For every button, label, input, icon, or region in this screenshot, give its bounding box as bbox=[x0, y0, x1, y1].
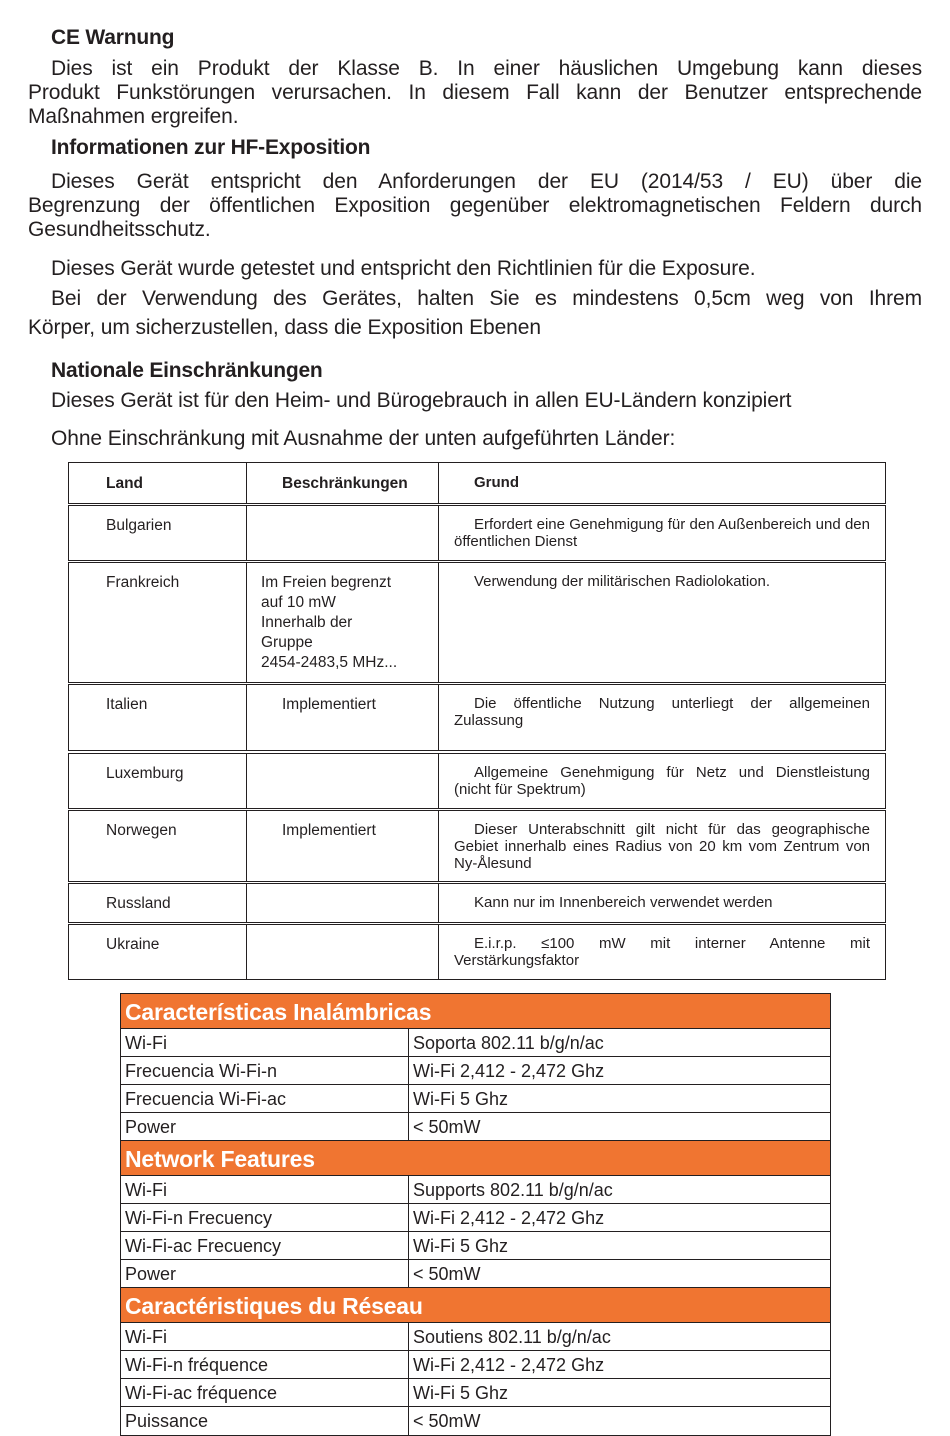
reason-cell bbox=[438, 811, 886, 881]
restriction-line: Im Freien begrenzt bbox=[261, 574, 392, 591]
land-cell: Norwegen bbox=[68, 811, 246, 881]
spec-row bbox=[121, 1323, 830, 1351]
spec-row bbox=[121, 1029, 830, 1057]
land-cell: Frankreich bbox=[68, 563, 246, 682]
spec-section-title: Network Features bbox=[121, 1141, 830, 1176]
reason-cell bbox=[438, 925, 886, 979]
hf-line-1: Dieses Gerät entspricht den Anforderungen der EU (2014/53 / EU) über die bbox=[51, 170, 922, 193]
hf-tested-text: Dieses Gerät wurde getestet und entspricht den Richtlinien für die Exposure. bbox=[51, 257, 756, 280]
header-reason: Grund bbox=[438, 463, 886, 503]
table-row bbox=[68, 753, 886, 809]
land-cell: Russland bbox=[68, 884, 246, 922]
spec-key: Power bbox=[121, 1260, 409, 1287]
hf-exposure-heading: Informationen zur HF-Exposition bbox=[51, 136, 371, 159]
table-row bbox=[68, 883, 886, 923]
spec-value: Wi-Fi 2,412 - 2,472 Ghz bbox=[413, 1061, 605, 1081]
table-row bbox=[68, 684, 886, 751]
reason-text: Verwendung der militärischen Radiolokation. bbox=[474, 573, 771, 590]
restriction-line: auf 10 mW bbox=[261, 594, 336, 611]
spec-key: Frecuencia Wi-Fi-ac bbox=[121, 1085, 409, 1112]
table-row bbox=[68, 924, 886, 980]
national-line-2: Ohne Einschränkung mit Ausnahme der unten aufgeführten Länder: bbox=[51, 427, 676, 450]
restriction-cell bbox=[246, 563, 438, 682]
table-row bbox=[68, 562, 886, 683]
restriction-cell bbox=[246, 925, 438, 979]
spec-key: Wi-Fi-n fréquence bbox=[121, 1351, 409, 1378]
spec-row bbox=[121, 1085, 830, 1113]
hf-line-3: Gesundheitsschutz. bbox=[28, 218, 211, 241]
hf-distance-line-2: Körper, um sicherzustellen, dass die Exposition Ebenen bbox=[28, 316, 541, 339]
land-cell: Bulgarien bbox=[68, 506, 246, 560]
restriction-line: Innerhalb der bbox=[261, 614, 353, 631]
reason-text: Dieser Unterabschnitt gilt nicht für das geographische Gebiet innerhalb eines Radius von 20 km vom Zentrum von Ny-Ålesund bbox=[454, 821, 870, 872]
hf-distance-text bbox=[28, 287, 922, 311]
header-restriction: Beschränkungen bbox=[246, 463, 438, 503]
restriction-line: Gruppe bbox=[261, 634, 313, 651]
spec-key: Wi-Fi-ac fréquence bbox=[121, 1379, 409, 1406]
reason-cell bbox=[438, 884, 886, 922]
spec-row bbox=[121, 1113, 830, 1141]
ce-line-3: Maßnahmen ergreifen. bbox=[28, 105, 239, 128]
restriction-cell: Implementiert bbox=[246, 811, 438, 881]
spec-value: < 50mW bbox=[413, 1411, 481, 1431]
spec-key: Wi-Fi-ac Frecuency bbox=[121, 1232, 409, 1259]
hf-exposure-text bbox=[28, 170, 922, 218]
hf-distance-line-1: Bei der Verwendung des Gerätes, halten Sie es mindestens 0,5cm weg von Ihrem bbox=[51, 287, 922, 310]
spec-key: Wi-Fi bbox=[121, 1176, 409, 1203]
national-restrictions-heading: Nationale Einschränkungen bbox=[51, 359, 323, 382]
spec-key: Wi-Fi bbox=[121, 1029, 409, 1056]
spec-row bbox=[121, 1260, 830, 1288]
wireless-specs-table bbox=[120, 993, 831, 1436]
header-land: Land bbox=[68, 463, 246, 503]
spec-value: Soporta 802.11 b/g/n/ac bbox=[413, 1033, 604, 1053]
spec-value: Supports 802.11 b/g/n/ac bbox=[413, 1180, 613, 1200]
spec-value: Wi-Fi 5 Ghz bbox=[413, 1236, 509, 1256]
reason-text: E.i.r.p. ≤100 mW mit interner Antenne mit Verstärkungsfaktor bbox=[454, 935, 870, 969]
hf-line-2: Begrenzung der öffentlichen Exposition gegenüber elektromagnetischen Feldern durch bbox=[28, 194, 922, 217]
spec-value: < 50mW bbox=[413, 1117, 481, 1137]
spec-key: Puissance bbox=[121, 1407, 409, 1435]
spec-key: Wi-Fi bbox=[121, 1323, 409, 1350]
spec-row bbox=[121, 1379, 830, 1407]
spec-value: < 50mW bbox=[413, 1264, 481, 1284]
spec-value: Wi-Fi 2,412 - 2,472 Ghz bbox=[413, 1208, 605, 1228]
table-row bbox=[68, 505, 886, 561]
restriction-line: 2454-2483,5 MHz... bbox=[261, 654, 398, 671]
table-header-row bbox=[68, 462, 886, 504]
spec-row bbox=[121, 1057, 830, 1085]
national-line-1: Dieses Gerät ist für den Heim- und Bürogebrauch in allen EU-Ländern konzipiert bbox=[51, 389, 792, 412]
restriction-cell bbox=[246, 754, 438, 808]
spec-row bbox=[121, 1232, 830, 1260]
reason-cell bbox=[438, 685, 886, 750]
reason-text: Allgemeine Genehmigung für Netz und Dienstleistung (nicht für Spektrum) bbox=[454, 764, 870, 798]
spec-row bbox=[121, 1351, 830, 1379]
reason-text: Erfordert eine Genehmigung für den Außenbereich und den öffentlichen Dienst bbox=[454, 516, 870, 550]
reason-cell bbox=[438, 506, 886, 560]
ce-line-2: Produkt Funkstörungen verursachen. In diesem Fall kann der Benutzer entsprechende bbox=[28, 81, 922, 104]
ce-warning-text bbox=[28, 57, 922, 105]
spec-value: Soutiens 802.11 b/g/n/ac bbox=[413, 1327, 611, 1347]
spec-value: Wi-Fi 5 Ghz bbox=[413, 1383, 509, 1403]
spec-row bbox=[121, 1176, 830, 1204]
reason-text: Kann nur im Innenbereich verwendet werden bbox=[474, 894, 773, 911]
restriction-cell bbox=[246, 884, 438, 922]
spec-key: Frecuencia Wi-Fi-n bbox=[121, 1057, 409, 1084]
land-cell: Ukraine bbox=[68, 925, 246, 979]
restriction-cell: Implementiert bbox=[246, 685, 438, 750]
reason-cell bbox=[438, 754, 886, 808]
spec-row bbox=[121, 1407, 830, 1435]
spec-row bbox=[121, 1204, 830, 1232]
reason-text: Die öffentliche Nutzung unterliegt der allgemeinen Zulassung bbox=[454, 695, 870, 729]
spec-section-title: Características Inalámbricas bbox=[121, 994, 830, 1029]
ce-line-1: Dies ist ein Produkt der Klasse B. In einer häuslichen Umgebung kann dieses bbox=[51, 57, 922, 80]
table-row bbox=[68, 810, 886, 882]
spec-key: Wi-Fi-n Frecuency bbox=[121, 1204, 409, 1231]
spec-section-title: Caractéristiques du Réseau bbox=[121, 1288, 830, 1323]
restriction-cell bbox=[246, 506, 438, 560]
land-cell: Luxemburg bbox=[68, 754, 246, 808]
ce-warning-heading: CE Warnung bbox=[51, 26, 175, 49]
spec-value: Wi-Fi 2,412 - 2,472 Ghz bbox=[413, 1355, 605, 1375]
land-cell: Italien bbox=[68, 685, 246, 750]
spec-value: Wi-Fi 5 Ghz bbox=[413, 1089, 509, 1109]
reason-cell bbox=[438, 563, 886, 682]
spec-key: Power bbox=[121, 1113, 409, 1140]
